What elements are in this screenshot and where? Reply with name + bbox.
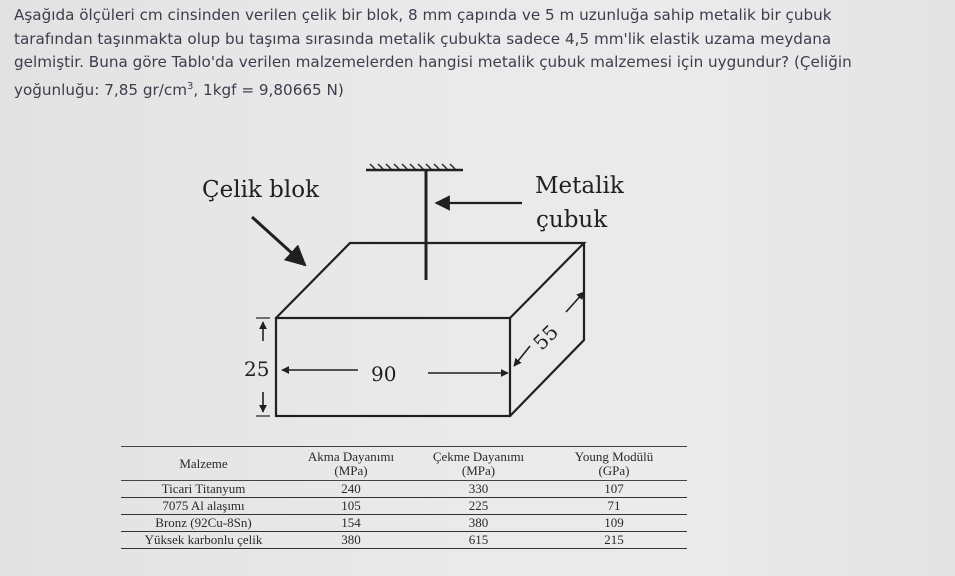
header-tensile-strength: [416, 447, 541, 481]
depth-label: 55: [528, 319, 564, 355]
material-name: Bronz (92Cu-8Sn): [121, 515, 286, 532]
density-suffix: , 1kgf = 9,80665 N): [193, 80, 344, 99]
header-young-2: (GPa): [598, 463, 630, 478]
table-row: [121, 498, 687, 515]
question-line-3: gelmiştir. Buna göre Tablo'da verilen malzemelerden hangisi metalik çubuk malzemesi için uygundur? (Çeliğin: [14, 53, 852, 71]
tensile-value: 380: [416, 515, 541, 532]
material-name: Ticari Titanyum: [121, 481, 286, 498]
header-young-modulus: [541, 447, 687, 481]
metallic-rod-label-1: Metalik: [535, 173, 624, 199]
metallic-rod-label-2: çubuk: [536, 207, 608, 233]
young-value: 71: [541, 498, 687, 515]
table-row: [121, 532, 687, 549]
tensile-value: 330: [416, 481, 541, 498]
yield-value: 105: [286, 498, 416, 515]
header-yield-strength: [286, 447, 416, 481]
header-tensile-1: Çekme Dayanımı: [432, 449, 525, 464]
header-yield-1: Akma Dayanımı: [307, 449, 395, 464]
question-line-1: Aşağıda ölçüleri cm cinsinden verilen çelik bir blok, 8 mm çapında ve 5 m uzunluğa sahip metalik bir çubuk: [14, 6, 832, 24]
header-material: Malzeme: [121, 447, 286, 481]
material-name: Yüksek karbonlu çelik: [121, 532, 286, 549]
density-prefix: yoğunluğu: 7,85 gr/cm: [14, 80, 188, 99]
width-label: 90: [371, 362, 397, 386]
header-yield-2: (MPa): [334, 463, 368, 478]
steel-block-label: Çelik blok: [202, 177, 320, 203]
tensile-value: 615: [416, 532, 541, 549]
block-pointer-arrow: [252, 217, 305, 265]
materials-table: [121, 446, 687, 549]
young-value: 107: [541, 481, 687, 498]
header-tensile-2: (MPa): [461, 463, 496, 478]
height-label: 25: [244, 357, 270, 381]
header-young-1: Young Modülü: [574, 449, 654, 464]
table-row: [121, 481, 687, 498]
table-row: [121, 515, 687, 532]
yield-value: 154: [286, 515, 416, 532]
material-name: 7075 Al alaşımı: [121, 498, 286, 515]
yield-value: 240: [286, 481, 416, 498]
yield-value: 380: [286, 532, 416, 549]
ceiling-support: [366, 164, 463, 170]
density-exponent: 3: [187, 80, 194, 92]
young-value: 215: [541, 532, 687, 549]
young-value: 109: [541, 515, 687, 532]
tensile-value: 225: [416, 498, 541, 515]
question-line-2: tarafından taşınmakta olup bu taşıma sırasında metalik çubukta sadece 4,5 mm'lik elastik uzama meydana: [14, 29, 832, 48]
table-header-row: [121, 447, 687, 481]
